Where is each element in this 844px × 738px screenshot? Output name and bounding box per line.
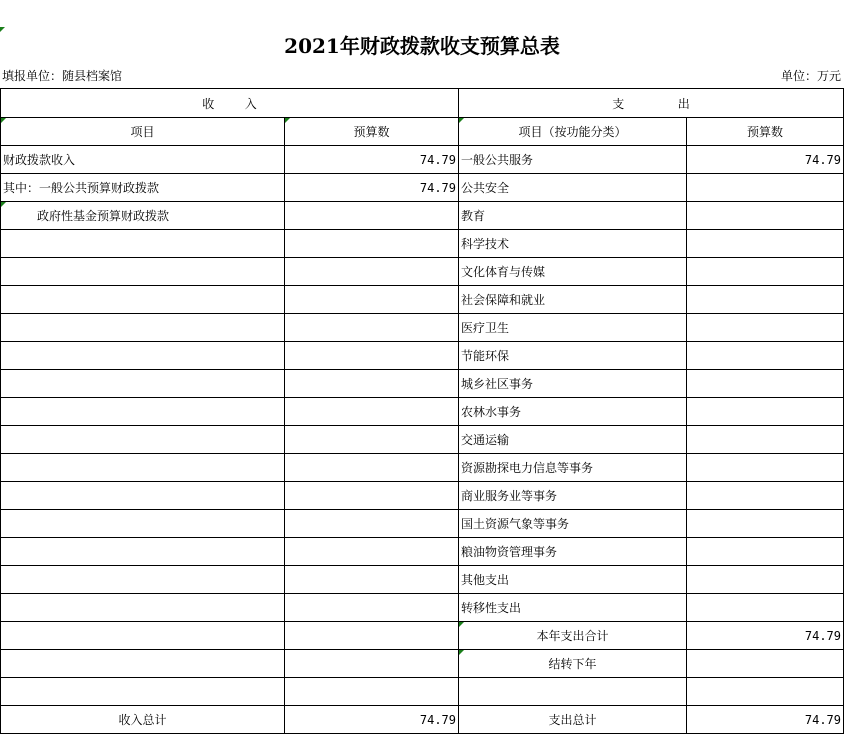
income-value-cell [285,258,459,286]
income-item-cell [1,370,285,398]
table-row [1,370,844,398]
income-value-cell [285,230,459,258]
expense-total-label: 支出总计 [459,706,687,734]
expense-value-cell [687,454,844,482]
income-value-cell [285,482,459,510]
expense-value-cell [687,482,844,510]
income-value-cell [285,594,459,622]
expense-value-cell [687,174,844,202]
table-row [1,538,844,566]
budget-table [0,88,844,734]
income-value-cell [285,538,459,566]
income-item-cell [1,398,285,426]
expense-item-cell: 资源勘探电力信息等事务 [459,454,687,482]
expense-item-cell: 医疗卫生 [459,314,687,342]
income-item-cell [1,482,285,510]
expense-value-cell [687,258,844,286]
income-item-cell [1,594,285,622]
section-expense: 支 出 [459,89,844,118]
expense-value-cell [687,594,844,622]
income-value-cell [285,202,459,230]
table-row [1,594,844,622]
table-row [1,342,844,370]
income-value-cell [285,650,459,678]
expense-item-cell: 本年支出合计 [459,622,687,650]
income-value-cell: 74.79 [285,146,459,174]
expense-value-cell: 74.79 [687,622,844,650]
expense-value-cell [687,398,844,426]
income-item-cell: 政府性基金预算财政拨款 [1,202,285,230]
header-income-budget: 预算数 [285,118,459,146]
income-total-value: 74.79 [285,706,459,734]
income-value-cell [285,426,459,454]
income-item-cell [1,678,285,706]
page-title: 2021年财政拨款收支预算总表 [284,34,560,58]
income-value-cell [285,510,459,538]
income-item-cell [1,342,285,370]
income-value-cell [285,370,459,398]
expense-item-cell: 公共安全 [459,174,687,202]
expense-value-cell [687,342,844,370]
filler-unit: 填报单位：随县档案馆 [2,69,123,83]
table-row [1,510,844,538]
expense-item-cell [459,678,687,706]
income-value-cell [285,454,459,482]
table-row [1,146,844,174]
income-item-cell [1,286,285,314]
expense-item-cell: 国土资源气象等事务 [459,510,687,538]
income-item-cell: 其中：一般公共预算财政拨款 [1,174,285,202]
expense-total-value: 74.79 [687,706,844,734]
section-header-row [1,89,844,118]
currency-unit: 单位：万元 [780,69,841,83]
income-item-cell [1,426,285,454]
table-row [1,314,844,342]
column-header-row [1,118,844,146]
expense-item-cell: 商业服务业等事务 [459,482,687,510]
income-item-cell [1,538,285,566]
table-row [1,482,844,510]
table-row [1,398,844,426]
expense-value-cell [687,286,844,314]
income-total-label: 收入总计 [1,706,285,734]
expense-value-cell [687,510,844,538]
table-row [1,454,844,482]
expense-value-cell [687,650,844,678]
expense-item-cell: 转移性支出 [459,594,687,622]
expense-item-cell: 社会保障和就业 [459,286,687,314]
expense-value-cell: 74.79 [687,146,844,174]
expense-item-cell: 一般公共服务 [459,146,687,174]
table-row [1,258,844,286]
expense-item-cell: 城乡社区事务 [459,370,687,398]
expense-item-cell: 粮油物资管理事务 [459,538,687,566]
income-value-cell [285,398,459,426]
header-expense-budget: 预算数 [687,118,844,146]
expense-value-cell [687,202,844,230]
section-income: 收 入 [1,89,459,118]
table-row [1,230,844,258]
expense-value-cell [687,678,844,706]
income-item-cell [1,650,285,678]
expense-value-cell [687,314,844,342]
table-row [1,622,844,650]
expense-value-cell [687,426,844,454]
table-row [1,286,844,314]
income-item-cell [1,454,285,482]
header-income-item: 项目 [1,118,285,146]
table-row [1,202,844,230]
totals-row [1,706,844,734]
expense-item-cell: 交通运输 [459,426,687,454]
income-value-cell [285,286,459,314]
expense-value-cell [687,566,844,594]
income-value-cell [285,342,459,370]
income-value-cell [285,622,459,650]
expense-value-cell [687,370,844,398]
expense-item-cell: 农林水事务 [459,398,687,426]
income-item-cell: 财政拨款收入 [1,146,285,174]
table-row [1,678,844,706]
income-item-cell [1,510,285,538]
income-value-cell [285,566,459,594]
income-item-cell [1,258,285,286]
income-item-cell [1,314,285,342]
table-row [1,650,844,678]
income-item-cell [1,230,285,258]
expense-item-cell: 其他支出 [459,566,687,594]
header-expense-item: 项目（按功能分类） [459,118,687,146]
expense-value-cell [687,538,844,566]
expense-item-cell: 节能环保 [459,342,687,370]
income-value-cell [285,314,459,342]
expense-item-cell: 文化体育与传媒 [459,258,687,286]
expense-value-cell [687,230,844,258]
expense-item-cell: 科学技术 [459,230,687,258]
income-value-cell: 74.79 [285,174,459,202]
expense-item-cell: 教育 [459,202,687,230]
table-row [1,174,844,202]
income-item-cell [1,566,285,594]
table-row [1,426,844,454]
income-value-cell [285,678,459,706]
income-item-cell [1,622,285,650]
expense-item-cell: 结转下年 [459,650,687,678]
table-row [1,566,844,594]
